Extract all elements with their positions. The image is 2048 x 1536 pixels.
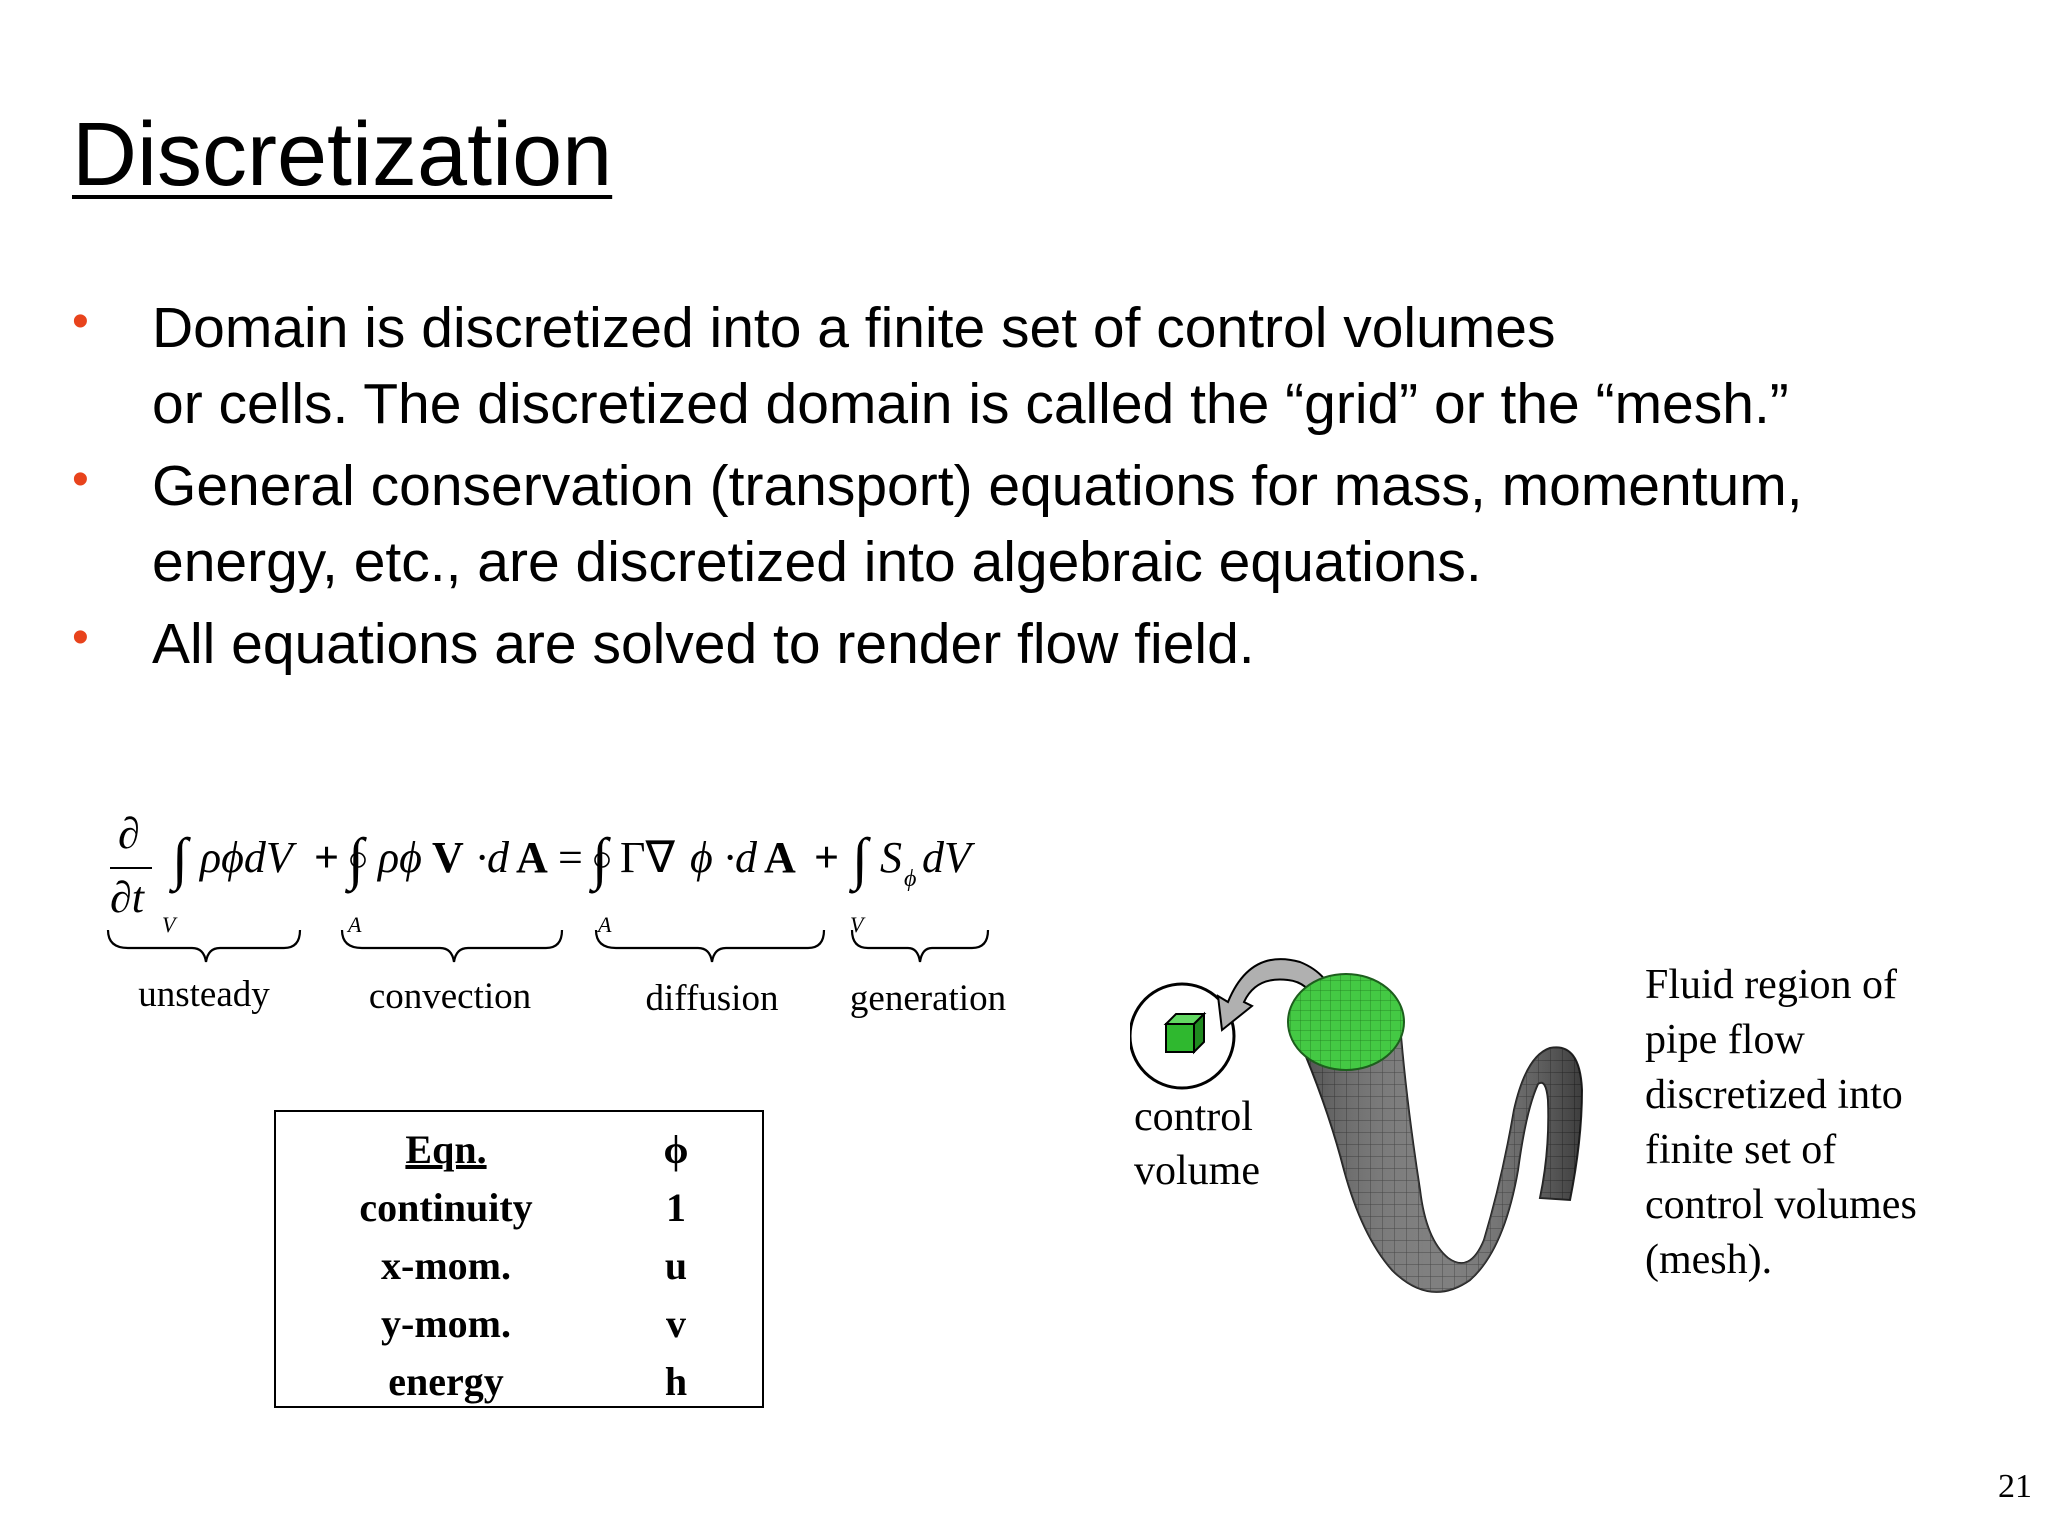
term-unsteady: ρϕdV bbox=[200, 833, 293, 882]
phi-symbol: ϕ bbox=[690, 833, 713, 882]
bullet-marker: • bbox=[72, 611, 89, 664]
table-row bbox=[276, 1300, 762, 1358]
table-header-row bbox=[276, 1126, 762, 1184]
label-unsteady: unsteady bbox=[138, 974, 270, 1015]
subscript-a: A bbox=[348, 912, 362, 937]
plus-sign: + bbox=[814, 833, 840, 882]
bullet-marker: • bbox=[72, 295, 89, 348]
cell-eqn: continuity bbox=[359, 1185, 533, 1230]
dot-dA: ·d bbox=[476, 833, 509, 882]
subscript-v: V bbox=[850, 912, 864, 937]
dot-dA: ·d bbox=[724, 833, 757, 882]
control-volume-label-line: control bbox=[1134, 1094, 1253, 1140]
cell-phi: v bbox=[666, 1301, 686, 1346]
cell-phi: u bbox=[664, 1243, 688, 1288]
header-eqn: Eqn. bbox=[405, 1127, 487, 1172]
cell-eqn: y-mom. bbox=[381, 1301, 511, 1346]
table-row bbox=[276, 1358, 762, 1416]
bullet-item bbox=[72, 290, 2012, 442]
figure-caption bbox=[1645, 958, 2025, 1288]
integral-symbol: ∫ bbox=[852, 826, 868, 891]
bullet-item bbox=[72, 606, 2012, 682]
term-convection: ρϕ bbox=[378, 833, 422, 882]
underbrace bbox=[342, 930, 562, 962]
bullet-text-line: Domain is discretized into a finite set of control volumes bbox=[152, 296, 1556, 360]
transport-equation bbox=[100, 800, 1040, 1030]
variable-table bbox=[274, 1110, 764, 1408]
control-volume-label bbox=[1134, 1090, 1294, 1198]
cell-eqn: energy bbox=[388, 1359, 504, 1404]
subscript-phi: ϕ bbox=[904, 866, 917, 892]
label-generation: generation bbox=[849, 978, 1007, 1019]
velocity-v: V bbox=[432, 833, 464, 882]
label-convection: convection bbox=[368, 976, 532, 1017]
pipe-cross-section bbox=[1288, 974, 1404, 1070]
underbrace bbox=[108, 930, 300, 962]
page-number: 21 bbox=[1998, 1468, 2032, 1505]
header-phi: ϕ bbox=[663, 1127, 689, 1172]
term-diffusion: Γ∇ bbox=[620, 833, 675, 882]
cell-phi: 1 bbox=[666, 1185, 686, 1230]
bullet-list bbox=[72, 290, 2012, 688]
integral-symbol: ∫ bbox=[172, 826, 188, 891]
equals-sign: = bbox=[558, 833, 583, 882]
caption-line: discretized into bbox=[1645, 1072, 1903, 1118]
subscript-v: V bbox=[162, 912, 176, 937]
caption-line: Fluid region of bbox=[1645, 962, 1897, 1008]
slide-title: Discretization bbox=[72, 105, 613, 205]
caption-line: finite set of bbox=[1645, 1127, 1837, 1173]
closed-integral-symbol: ∫ bbox=[592, 826, 608, 891]
caption-line: pipe flow bbox=[1645, 1017, 1805, 1063]
partial-t: ∂t bbox=[110, 873, 144, 922]
area-a: A bbox=[516, 833, 548, 882]
table-row bbox=[276, 1184, 762, 1242]
cell-phi: h bbox=[664, 1359, 688, 1404]
label-diffusion: diffusion bbox=[645, 978, 779, 1019]
term-generation: S bbox=[880, 833, 902, 882]
bullet-text-line: or cells. The discretized domain is called the “grid” or the “mesh.” bbox=[152, 372, 1789, 436]
bullet-text-line: All equations are solved to render flow field. bbox=[152, 612, 1255, 676]
partial-symbol: ∂ bbox=[118, 809, 140, 858]
subscript-a: A bbox=[598, 912, 612, 937]
table-row bbox=[276, 1242, 762, 1300]
underbrace bbox=[852, 930, 988, 962]
bullet-text-line: energy, etc., are discretized into algebraic equations. bbox=[152, 530, 1482, 594]
caption-line: control volumes bbox=[1645, 1182, 1917, 1228]
closed-integral-symbol: ∫ bbox=[348, 826, 364, 891]
control-volume-cube-icon bbox=[1166, 1014, 1204, 1052]
area-a: A bbox=[764, 833, 796, 882]
plus-sign: + bbox=[314, 833, 340, 882]
caption-line: (mesh). bbox=[1645, 1237, 1773, 1283]
underbrace bbox=[596, 930, 824, 962]
cell-eqn: x-mom. bbox=[381, 1243, 511, 1288]
dV: dV bbox=[922, 833, 971, 882]
bullet-marker: • bbox=[72, 453, 89, 506]
bullet-text-line: General conservation (transport) equations for mass, momentum, bbox=[152, 454, 1803, 518]
control-volume-label-line: volume bbox=[1134, 1148, 1260, 1194]
bullet-item bbox=[72, 448, 2012, 600]
